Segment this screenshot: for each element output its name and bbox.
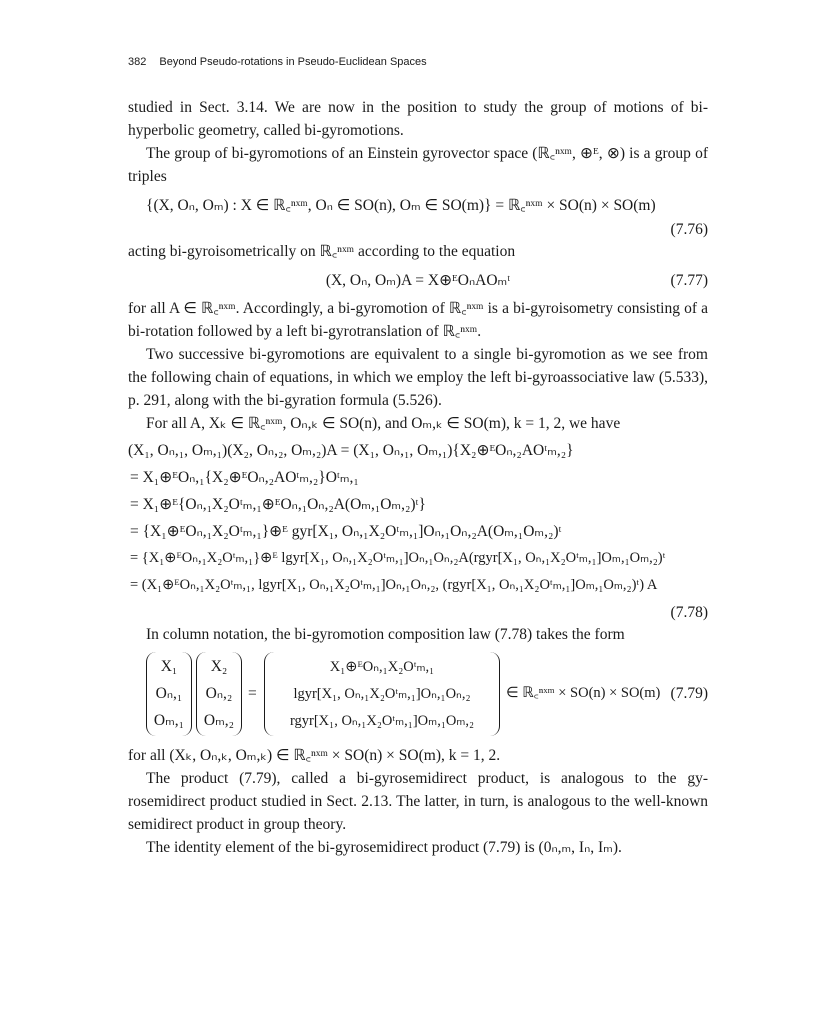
membership: ∈ ℝ꜀ⁿˣᵐ × SO(n) × SO(m): [506, 685, 661, 701]
chain-line-4: = {X₁⊕ᴱOₙ,₁X₂Oᵗₘ,₁}⊕ᴱ lgyr[X₁, Oₙ,₁X₂Oᵗₘ,₁]Oₙ,₁Oₙ,₂A(rgyr[X₁, Oₙ,₁X₂Oᵗₘ,₁]Oₘ,₁Oₘ,₂)ᵗ: [130, 550, 666, 566]
equation-number: (7.77): [670, 272, 708, 289]
paragraph-3: [128, 240, 708, 263]
running-title: Beyond Pseudo-rotations in Pseudo-Euclidean Spaces: [159, 56, 427, 68]
text-line: of a bi-rotation followed by a left bi-gyrotranslation of ℝ꜀ⁿˣᵐ.: [128, 300, 708, 340]
paragraph-5: [128, 343, 708, 412]
matrix-cell: Oₙ,₁: [155, 685, 183, 702]
chain-line-2: = X₁⊕ᴱ{Oₙ,₁X₂Oᵗₘ,₁⊕ᴱOₙ,₁Oₙ,₂A(Oₘ,₁Oₘ,₂)ᵗ}: [130, 496, 426, 513]
text-line: The identity element of the bi-gyrosemidirect product (7.79) is (0ₙ,ₘ, Iₙ, Iₘ).: [146, 839, 622, 856]
matrix-cell: X₁⊕ᴱOₙ,₁X₂Oᵗₘ,₁: [329, 659, 435, 675]
matrix-1: [146, 652, 192, 736]
text-line: for all (Xₖ, Oₙ,ₖ, Oₘ,ₖ) ∈ ℝ꜀ⁿˣᵐ × SO(n) × SO(m), k = 1, 2.: [128, 747, 501, 764]
matrix-3: [264, 652, 500, 736]
text-line: law (5.533), p. 291, along with the bi-gyration formula (5.526).: [128, 369, 709, 409]
matrix-cell: rgyr[X₁, Oₙ,₁X₂Oᵗₘ,₁]Oₘ,₁Oₘ,₂: [289, 713, 475, 729]
text-line: group of triples: [128, 145, 709, 185]
matrix-2: [196, 652, 242, 736]
paragraph-2: [128, 142, 708, 188]
equation-7-76: [128, 194, 708, 218]
equation-number-7-76: (7.76): [670, 221, 708, 238]
text-line: rosemidirect product studied in Sect. 2.13. The latter, in turn, is analogous to the: [128, 793, 630, 810]
paragraph-for-all: [128, 744, 708, 767]
page-body: [128, 96, 708, 859]
equation-number-7-79: (7.79): [670, 685, 708, 702]
matrix-cell: X₁: [160, 658, 178, 675]
text-line: well-known semidirect product in group theory.: [128, 793, 709, 833]
paragraph-column-intro: [128, 623, 708, 646]
matrix-cell: Oₘ,₂: [203, 712, 235, 729]
text-line: In column notation, the bi-gyromotion composition law (7.78) takes the form: [146, 626, 625, 643]
matrix-cell: Oₘ,₁: [153, 712, 185, 729]
text-line: acting bi-gyroisometrically on ℝ꜀ⁿˣᵐ according to the equation: [128, 243, 516, 260]
text-line: from the following chain of equations, in which we employ the left bi-gyroassociative: [128, 346, 708, 386]
paragraph-1: [128, 96, 708, 142]
chain-line-5: = (X₁⊕ᴱOₙ,₁X₂Oᵗₘ,₁, lgyr[X₁, Oₙ,₁X₂Oᵗₘ,₁]Oₙ,₁Oₙ,₂, (rgyr[X₁, Oₙ,₁X₂Oᵗₘ,₁]Oₘ,₁Oₘ,₂)ᵗ) A: [130, 577, 658, 593]
equation-7-79: [128, 652, 708, 740]
chain-line-0: (X₁, Oₙ,₁, Oₘ,₁)(X₂, Oₙ,₂, Oₘ,₂)A = (X₁, Oₙ,₁, Oₘ,₁){X₂⊕ᴱOₙ,₂AOᵗₘ,₂}: [128, 442, 574, 459]
equation-body: (X, Oₙ, Oₘ)A = X⊕ᴱOₙAOₘᵗ: [325, 272, 511, 289]
page-number: 382: [128, 56, 147, 68]
matrix-cell: Oₙ,₂: [205, 685, 233, 702]
equation-number-7-78: (7.78): [670, 604, 708, 621]
equation-body: {(X, Oₙ, Oₘ) : X ∈ ℝ꜀ⁿˣᵐ, Oₙ ∈ SO(n), Oₘ ∈ SO(m)} = ℝ꜀ⁿˣᵐ × SO(n) × SO(m): [146, 197, 656, 214]
text-line: For all A, Xₖ ∈ ℝ꜀ⁿˣᵐ, Oₙ,ₖ ∈ SO(n), and Oₘ,ₖ ∈ SO(m), k = 1, 2, we have: [146, 415, 621, 432]
chain-line-3: = {X₁⊕ᴱOₙ,₁X₂Oᵗₘ,₁}⊕ᴱ gyr[X₁, Oₙ,₁X₂Oᵗₘ,₁]Oₙ,₁Oₙ,₂A(Oₘ,₁Oₘ,₂)ᵗ: [130, 523, 562, 540]
equation-chain-7-78: [128, 439, 708, 623]
paragraph-8: [128, 836, 708, 859]
text-line: for all A ∈ ℝ꜀ⁿˣᵐ. Accordingly, a bi-gyromotion of ℝ꜀ⁿˣᵐ is a bi-gyroisometry consisting: [128, 300, 680, 317]
equation-7-77: [128, 269, 708, 293]
text-line: The product (7.79), called a bi-gyrosemidirect product, is analogous to the gy-: [146, 770, 708, 787]
equals-sign: =: [248, 685, 257, 702]
text-line: bi-hyperbolic geometry, called bi-gyromotions.: [128, 99, 708, 139]
paragraph-6: [128, 412, 708, 435]
chain-line-1: = X₁⊕ᴱOₙ,₁{X₂⊕ᴱOₙ,₂AOᵗₘ,₂}Oᵗₘ,₁: [130, 469, 359, 486]
matrix-cell: lgyr[X₁, Oₙ,₁X₂Oᵗₘ,₁]Oₙ,₁Oₙ,₂: [293, 686, 471, 702]
matrix-cell: X₂: [210, 658, 228, 675]
paragraph-4: [128, 297, 708, 343]
paragraph-7: [128, 767, 708, 836]
text-line: studied in Sect. 3.14. We are now in the position to study the group of motions of: [128, 99, 684, 116]
text-line: The group of bi-gyromotions of an Einstein gyrovector space (ℝ꜀ⁿˣᵐ, ⊕ᴱ, ⊗) is a: [146, 145, 651, 162]
text-line: Two successive bi-gyromotions are equivalent to a single bi-gyromotion as we see: [146, 346, 673, 363]
running-header: [128, 56, 427, 68]
